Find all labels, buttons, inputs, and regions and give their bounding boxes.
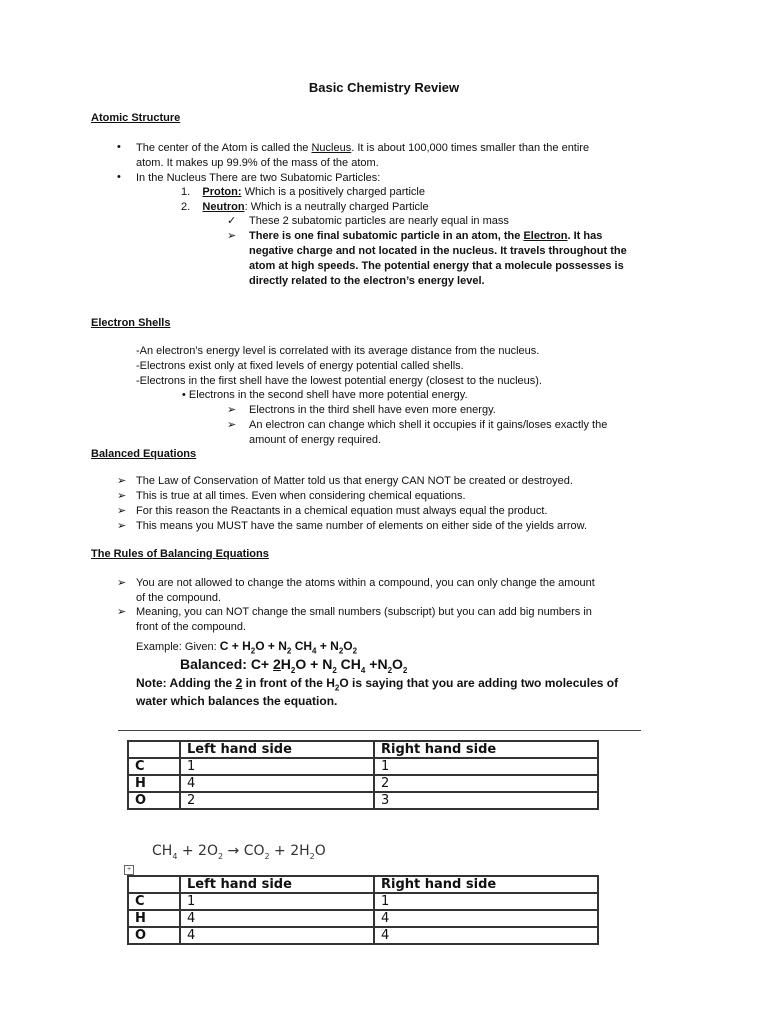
given-equation: $C + H_2O + N_2$ $CH_4 + N_2O_2$ [219, 639, 358, 656]
balanced-item: This means you MUST have the same number of elements on either side of the yields arrow. [136, 520, 588, 532]
shells-line-1: -An electron’s energy level is correlated with its average distance from the nucleus. [136, 345, 540, 357]
section-heading-rules: The Rules of Balancing Equations [91, 548, 269, 560]
arrow-bullet-icon: ➢ [117, 505, 127, 517]
balanced-item: The Law of Conservation of Matter told us that energy CAN NOT be created or destroyed. [136, 475, 573, 487]
electron-paragraph: There is one final subatomic particle in an atom, the Electron. It has [249, 230, 603, 242]
reaction-arrow-icon: → [227, 843, 240, 859]
shells-line-4: • Electrons in the second shell have more potential energy. [182, 389, 468, 401]
term-nucleus: Nucleus [311, 142, 352, 154]
section-heading-electron-shells: Electron Shells [91, 317, 171, 329]
table-header-row: Left hand side Right hand side [128, 876, 598, 893]
section-heading-atomic-structure: Atomic Structure [91, 112, 181, 124]
arrow-bullet-icon: ➢ [227, 419, 237, 431]
bullet-icon: • [117, 141, 121, 153]
note-line: Note: Adding the 2 in front of the $H_2O$ is saying that you are adding two molecules of [136, 676, 619, 693]
table-move-handle-icon[interactable]: + [124, 865, 134, 875]
arrow-bullet-icon: ➢ [117, 490, 127, 502]
table-row: C 1 1 [128, 893, 598, 910]
shells-line-2: -Electrons exist only at fixed levels of energy potential called shells. [136, 360, 464, 372]
numbered-item-1: 1. Proton: Which is a positively charged particle [181, 186, 425, 198]
table-row: O 4 4 [128, 927, 598, 944]
rule-2-cont: front of the compound. [136, 621, 247, 633]
check-item: These 2 subatomic particles are nearly equal in mass [249, 215, 509, 227]
arrow-bullet-icon: ➢ [117, 475, 127, 487]
balanced-equation: Balanced: $C+ 2H_2O + N_2$ $CH_4 +N_2O_2$ [180, 656, 408, 675]
term-proton: Proton: [202, 186, 242, 198]
arrow-bullet-icon: ➢ [117, 520, 127, 532]
electron-paragraph-line-4: directly related to the electron’s energy level. [249, 275, 485, 287]
shells-line-6: An electron can change which shell it occupies if it gains/loses exactly the [249, 419, 608, 431]
term-electron: Electron [523, 230, 568, 242]
element-count-table-2 [127, 875, 599, 945]
shells-line-3: -Electrons in the first shell have the lowest potential energy (closest to the nucleus). [136, 375, 542, 387]
divider-line [118, 730, 641, 731]
electron-paragraph-line-2: negative charge and not located in the nucleus. It travels throughout the [249, 245, 627, 257]
numbered-item-2: 2. Neutron: Which is a neutrally charged Particle [181, 201, 429, 213]
note-line-2: water which balances the equation. [136, 694, 338, 708]
atomic-bullet-2: In the Nucleus There are two Subatomic Particles: [136, 172, 381, 184]
term-neutron: Neutron [202, 201, 245, 213]
reaction-equation: $CH_4 + 2O_2 \to CO_2 + 2H_2O$ [152, 843, 326, 861]
table-row: O 2 3 [128, 792, 598, 809]
arrow-bullet-icon: ➢ [117, 577, 127, 589]
table-row: H 4 4 [128, 910, 598, 927]
atomic-bullet-1: The center of the Atom is called the Nucleus. It is about 100,000 times smaller than the entire [136, 142, 590, 154]
bullet-icon: • [117, 171, 121, 183]
arrow-bullet-icon: ➢ [227, 404, 237, 416]
checkmark-icon: ✓ [227, 215, 237, 227]
rule-2: Meaning, you can NOT change the small numbers (subscript) but you can add big numbers in [136, 606, 592, 618]
table-row: C 1 1 [128, 758, 598, 775]
table-row: H 4 2 [128, 775, 598, 792]
shells-line-5: Electrons in the third shell have even more energy. [249, 404, 496, 416]
table-header-row: Left hand side Right hand side [128, 741, 598, 758]
electron-paragraph-line-3: atom at high speeds. The potential energy that a molecule possesses is [249, 260, 624, 272]
atomic-bullet-1-line-2: atom. It makes up 99.9% of the mass of the atom. [136, 157, 379, 169]
element-count-table-1 [127, 740, 599, 810]
rule-1-cont: of the compound. [136, 592, 222, 604]
rule-1: You are not allowed to change the atoms within a compound, you can only change the amount [136, 577, 595, 589]
arrow-bullet-icon: ➢ [227, 230, 237, 242]
section-heading-balanced-equations: Balanced Equations [91, 448, 197, 460]
example-given: Example: Given: $C + H_2O + N_2$ $CH_4 + N_2O_2$ [136, 639, 358, 656]
balanced-item: This is true at all times. Even when considering chemical equations. [136, 490, 466, 502]
page-title: Basic Chemistry Review [308, 80, 460, 95]
arrow-bullet-icon: ➢ [117, 606, 127, 618]
balanced-item: For this reason the Reactants in a chemical equation must always equal the product. [136, 505, 548, 517]
shells-line-6-cont: amount of energy required. [249, 434, 382, 446]
